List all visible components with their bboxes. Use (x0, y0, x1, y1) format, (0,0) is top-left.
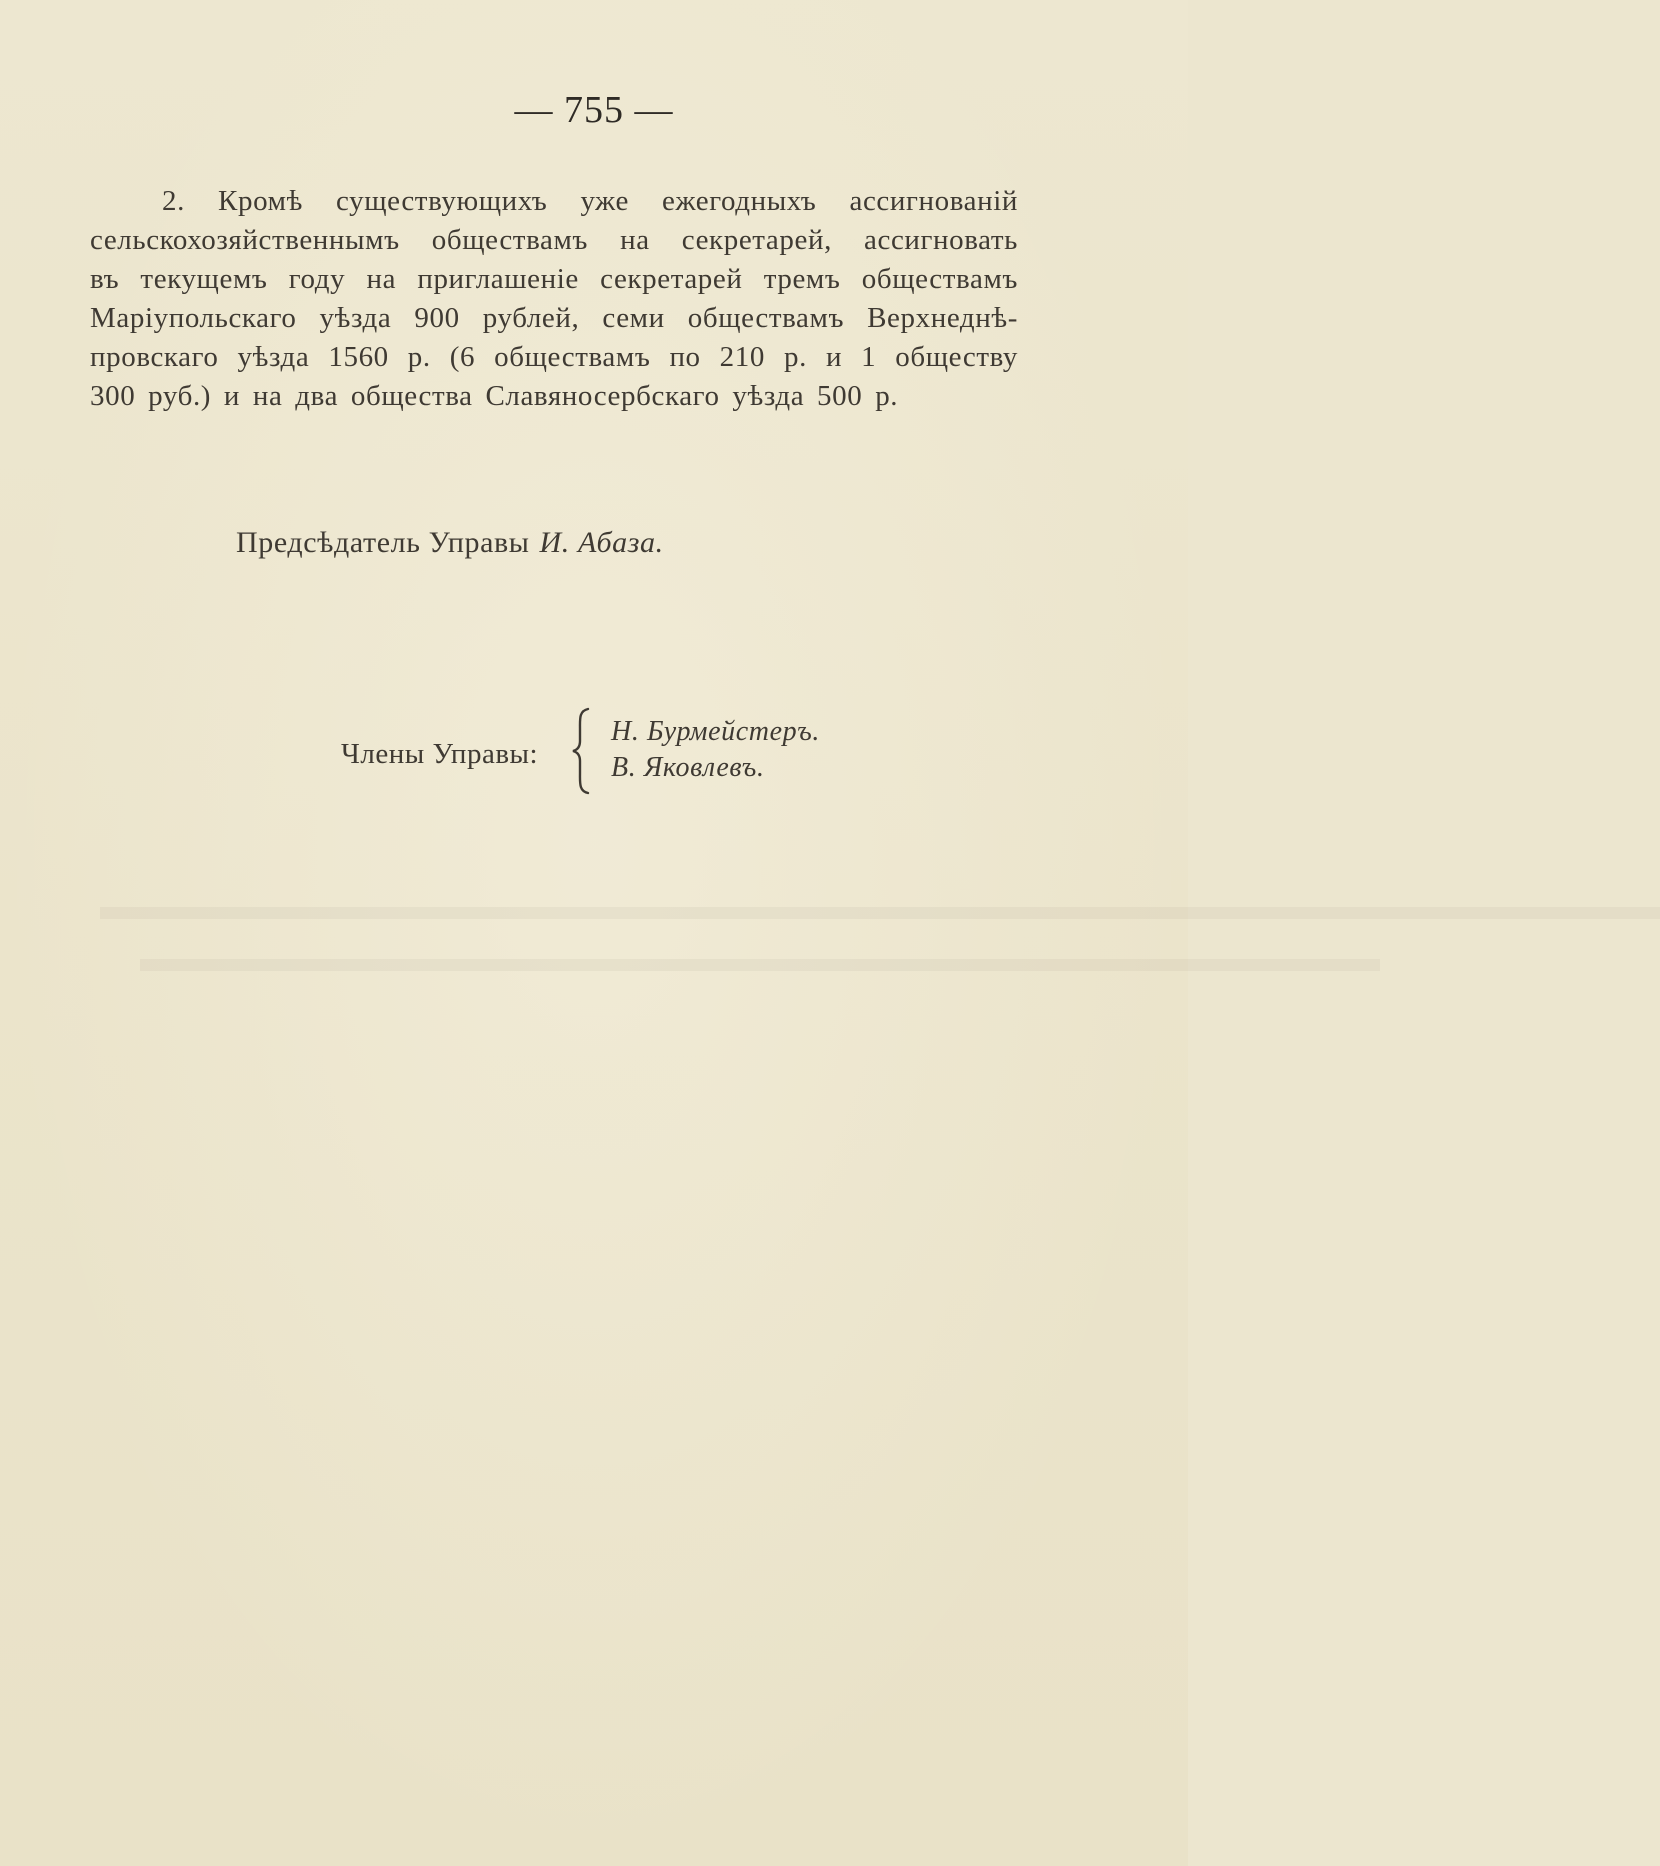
page-number: — 755 — (514, 89, 674, 131)
paragraph-line: сельскохозяйственнымъ обществамъ на секретарей, ассигновать (90, 224, 1018, 256)
curly-brace-icon (570, 707, 596, 795)
show-through-texture: ▬▬▬▬▬▬▬▬▬▬▬▬▬▬▬▬▬▬▬▬▬▬▬▬▬▬▬▬▬▬▬▬▬▬▬▬▬▬▬ ▬▬▬▬▬▬▬▬▬▬▬▬▬▬▬▬▬▬▬▬▬▬▬▬▬▬▬▬▬▬▬ (100, 883, 1660, 980)
chairman-signature: И. Абаза. (539, 526, 664, 559)
paragraph-line: 300 руб.) и на два общества Славяносербскаго уѣзда 500 р. (90, 380, 899, 412)
body-paragraph (90, 182, 1018, 416)
paragraph-line: въ текущемъ году на приглашеніе секретарей тремъ обществамъ (90, 263, 1018, 295)
chairman-signature-line (236, 523, 664, 563)
paragraph-line: 2. Кромѣ существующихъ уже ежегодныхъ ассигнованій (162, 185, 1018, 217)
chairman-title: Предсѣдатель Управы (236, 526, 530, 559)
paragraph-line: провскаго уѣзда 1560 р. (6 обществамъ по 210 р. и 1 обществу (90, 341, 1018, 373)
member-name: Н. Бурмейстеръ. (611, 716, 820, 747)
member-name: В. Яковлевъ. (611, 752, 765, 783)
paragraph-line: Маріупольскаго уѣзда 900 рублей, семи обществамъ Верхнеднѣ- (90, 302, 1018, 334)
members-label: Члены Управы: (341, 738, 539, 770)
